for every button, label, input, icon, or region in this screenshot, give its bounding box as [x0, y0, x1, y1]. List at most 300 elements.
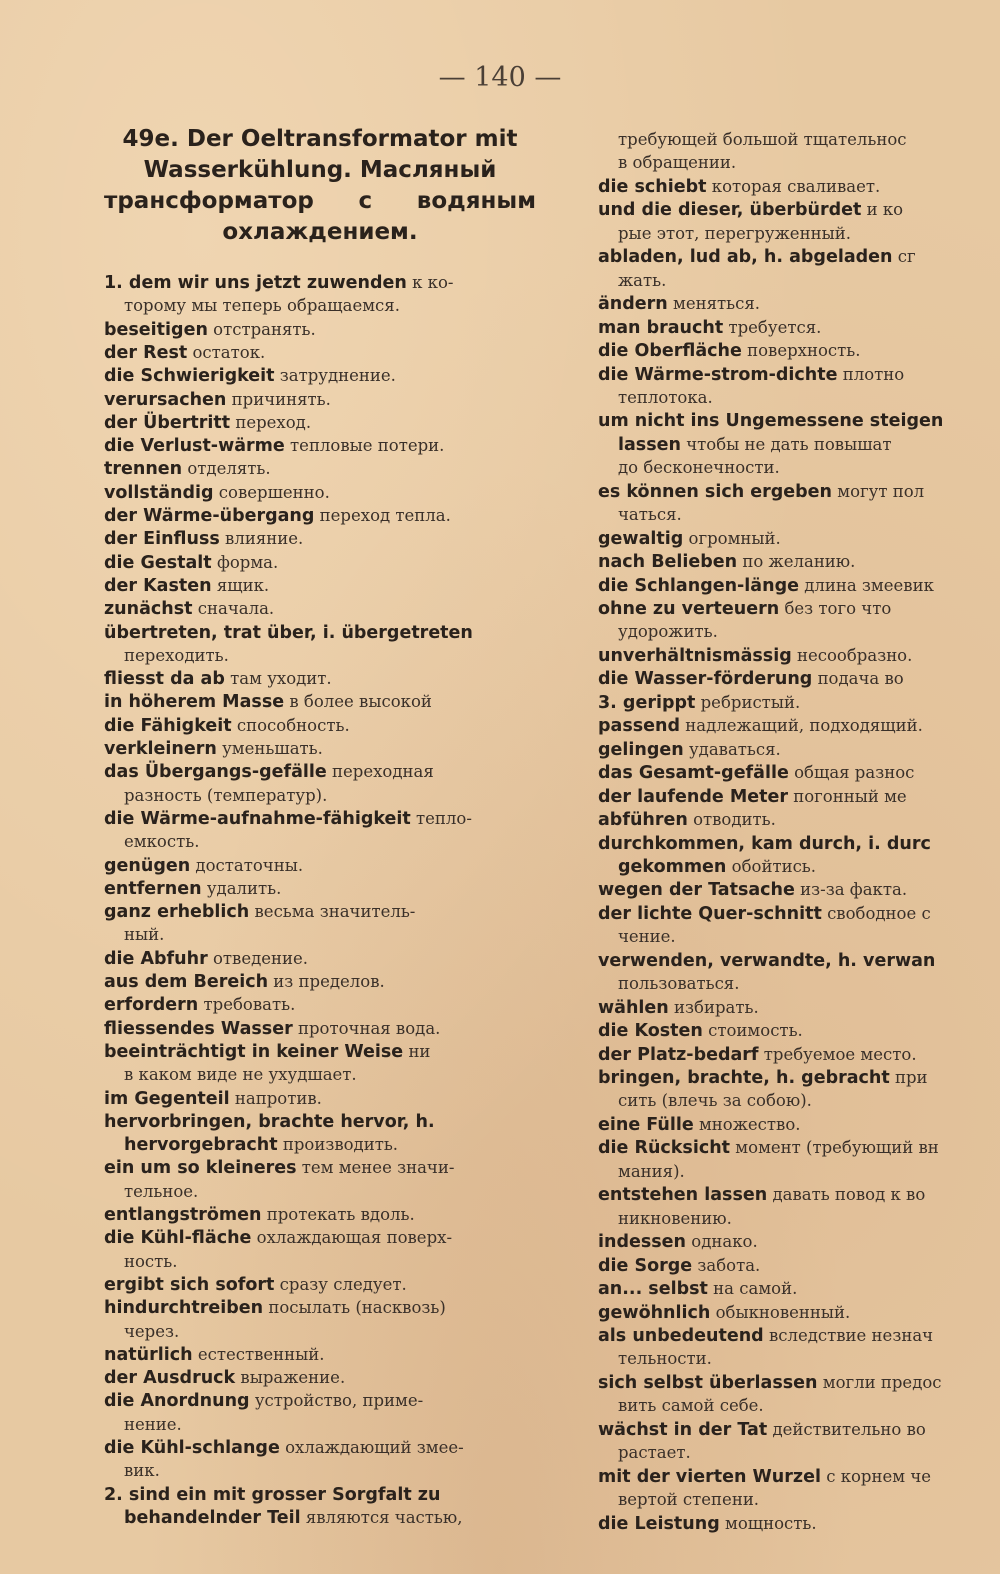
german-term: eine Fülle: [598, 1114, 694, 1135]
vocab-entry: [124, 784, 327, 808]
russian-translation: плотно: [842, 364, 905, 384]
vocab-entry: [618, 972, 739, 996]
russian-translation: форма.: [216, 552, 279, 572]
german-term: verwenden, verwandte, h. verwan: [598, 950, 936, 971]
russian-translation: удаваться.: [688, 739, 781, 759]
vocab-entry: [104, 318, 316, 342]
german-term: wegen der Tatsache: [598, 880, 795, 901]
russian-translation: момент (требующий вн: [735, 1138, 939, 1158]
german-term: beseitigen: [104, 319, 208, 340]
vocab-entry: [104, 574, 269, 598]
vocab-entry: [618, 620, 718, 644]
german-term: vollständig: [104, 482, 214, 503]
russian-translation: чение.: [618, 927, 676, 947]
german-term: der Ausdruck: [104, 1368, 236, 1389]
vocab-entry: [598, 878, 907, 902]
vocab-entry: [598, 1230, 758, 1254]
russian-translation: растает.: [618, 1443, 691, 1463]
russian-translation: удорожить.: [618, 622, 718, 642]
german-term: entfernen: [104, 878, 202, 899]
russian-translation: теплотока.: [618, 387, 713, 407]
german-term: natürlich: [104, 1344, 193, 1365]
vocab-entry: [104, 527, 303, 551]
vocab-entry: [618, 433, 892, 457]
vocab-entry: [598, 1043, 917, 1067]
russian-translation: в обращении.: [618, 153, 737, 173]
german-term: der Kasten: [104, 575, 212, 596]
vocab-entry: [598, 785, 907, 809]
russian-translation: обойтись.: [731, 856, 817, 876]
german-term: die Wärme-aufnahme-fähigkeit: [104, 808, 411, 829]
russian-translation: переход.: [235, 412, 312, 432]
german-term: die Schwierigkeit: [104, 366, 275, 387]
vocab-entry: [124, 1133, 398, 1157]
german-term: die Oberfläche: [598, 341, 742, 362]
russian-translation: охлаждающий змее-: [285, 1438, 464, 1457]
vocab-entry: [124, 1459, 160, 1483]
vocab-entry: [104, 1436, 464, 1460]
vocab-entry: [598, 832, 931, 856]
russian-translation: тельности.: [618, 1349, 712, 1369]
vocab-entry: [598, 339, 861, 363]
german-term: 3. gerippt: [598, 692, 696, 713]
german-term: als unbedeutend: [598, 1325, 764, 1346]
vocab-entry: [104, 1017, 440, 1041]
vocab-entry: [598, 1277, 797, 1301]
russian-translation: множество.: [698, 1114, 801, 1134]
russian-translation: ящик.: [216, 575, 270, 595]
german-term: der Platz-bedarf: [598, 1044, 759, 1065]
vocab-entry: [104, 434, 444, 458]
german-term: hervorgebracht: [124, 1135, 278, 1156]
russian-translation: с корнем че: [826, 1466, 932, 1486]
vocab-entry: [618, 1347, 712, 1371]
russian-translation: вик.: [124, 1461, 160, 1481]
german-term: zunächst: [104, 599, 193, 620]
german-term: erfordern: [104, 995, 199, 1016]
vocab-entry: [104, 993, 295, 1017]
german-term: die Kühl-schlange: [104, 1438, 280, 1458]
heading-line: трансформатор с водяным: [104, 188, 536, 214]
vocab-entry: [618, 269, 666, 293]
vocab-entry: [104, 1296, 446, 1320]
vocab-entry: [618, 855, 816, 879]
german-term: der Wärme-übergang: [104, 506, 315, 526]
russian-translation: при: [895, 1068, 928, 1087]
vocab-entry: [598, 597, 891, 621]
russian-translation: переходить.: [124, 645, 229, 665]
vocab-entry: [598, 996, 759, 1020]
german-term: aus dem Bereich: [104, 972, 269, 992]
vocab-entry: [598, 1371, 942, 1395]
russian-translation: охлаждающая поверх-: [256, 1228, 453, 1248]
vocab-entry: [104, 667, 332, 691]
vocab-entry: [104, 457, 271, 481]
russian-translation: из-за факта.: [800, 880, 908, 900]
vocab-entry: [124, 644, 229, 668]
german-term: die Leistung: [598, 1513, 720, 1534]
vocab-entry: [598, 644, 912, 668]
vocab-entry: [598, 808, 776, 832]
vocab-entry: [124, 1413, 182, 1437]
vocab-entry: [104, 690, 432, 714]
vocab-entry: [104, 1366, 345, 1390]
russian-translation: которая сваливает.: [711, 176, 881, 196]
russian-translation: способность.: [236, 715, 350, 735]
german-term: gelingen: [598, 739, 684, 760]
russian-translation: отделять.: [187, 459, 271, 479]
vocab-entry: [618, 222, 851, 246]
vocab-entry: [598, 1465, 931, 1489]
russian-translation: избирать.: [674, 997, 759, 1017]
german-term: um nicht ins Ungemessene steigen: [598, 411, 944, 432]
right-column: [598, 0, 1000, 1574]
russian-translation: ный.: [124, 925, 165, 945]
vocab-entry: [598, 1254, 760, 1278]
russian-translation: к ко-: [412, 273, 454, 292]
vocab-entry: [598, 761, 914, 785]
vocab-entry: [618, 1488, 759, 1512]
german-term: das Übergangs-gefälle: [104, 762, 327, 783]
russian-translation: ни: [408, 1041, 431, 1061]
vocab-entry: [598, 198, 903, 222]
german-term: im Gegenteil: [104, 1088, 230, 1109]
vocab-entry: [598, 1019, 803, 1043]
vocab-entry: [598, 1301, 850, 1325]
german-term: die Wasser-förderung: [598, 669, 813, 690]
russian-translation: требуемое место.: [763, 1044, 917, 1064]
russian-translation: огромный.: [688, 528, 781, 548]
german-term: und die dieser, überbürdet: [598, 200, 862, 221]
heading-line: охлаждением.: [222, 219, 418, 245]
vocab-entry: [104, 1483, 440, 1507]
russian-translation: производить.: [282, 1135, 399, 1155]
vocab-entry: [124, 830, 199, 854]
russian-translation: из пределов.: [273, 972, 385, 991]
russian-translation: поверхность.: [747, 341, 861, 361]
russian-translation: надлежащий, подходящий.: [685, 716, 923, 736]
german-term: es können sich ergeben: [598, 481, 832, 502]
vocab-entry: [618, 503, 682, 527]
russian-translation: остаток.: [192, 342, 266, 362]
russian-translation: вертой степени.: [618, 1490, 760, 1510]
german-term: bringen, brachte, h. gebracht: [598, 1068, 890, 1088]
german-term: ändern: [598, 294, 668, 315]
russian-translation: нение.: [124, 1414, 182, 1434]
german-term: passend: [598, 716, 681, 737]
vocab-entry: [618, 1441, 691, 1465]
vocab-entry: [104, 970, 385, 994]
vocab-entry: [104, 1343, 325, 1367]
german-term: in höherem Masse: [104, 692, 285, 713]
vocab-entry: [598, 292, 760, 316]
russian-translation: естественный.: [197, 1344, 325, 1364]
vocab-entry: [598, 714, 923, 738]
vocab-entry: [598, 1113, 801, 1137]
german-term: die Schlangen-länge: [598, 575, 799, 596]
vocab-entry: [104, 737, 323, 761]
german-term: entstehen lassen: [598, 1185, 768, 1206]
german-term: wählen: [598, 997, 669, 1018]
vocab-entry: [104, 411, 311, 435]
german-term: die Kosten: [598, 1021, 703, 1042]
german-term: die Anordnung: [104, 1391, 250, 1412]
vocab-entry: [104, 597, 274, 621]
russian-translation: подача во: [817, 669, 904, 689]
german-term: der Übertritt: [104, 412, 231, 433]
russian-translation: вить самой себе.: [618, 1396, 764, 1416]
vocab-entry: [104, 341, 265, 365]
russian-translation: сразу следует.: [279, 1274, 407, 1294]
vocab-entry: [104, 364, 396, 388]
russian-translation: разность (температур).: [124, 785, 328, 805]
russian-translation: ность.: [124, 1251, 178, 1271]
vocab-entry: [618, 1394, 764, 1418]
german-term: genügen: [104, 855, 191, 876]
german-term: gewöhnlich: [598, 1302, 711, 1323]
vocab-entry: [598, 550, 855, 574]
russian-translation: давать повод к во: [772, 1185, 926, 1205]
russian-translation: проточная вода.: [297, 1018, 441, 1038]
vocab-entry: [104, 1203, 415, 1227]
russian-translation: могли предос: [822, 1372, 942, 1392]
vocab-entry: [598, 175, 880, 199]
russian-translation: влияние.: [225, 529, 304, 549]
german-term: die Gestalt: [104, 552, 212, 573]
russian-translation: стоимость.: [708, 1021, 803, 1041]
russian-translation: рые этот, перегруженный.: [618, 223, 851, 243]
russian-translation: сначала.: [197, 599, 275, 619]
vocab-entry: [104, 807, 472, 831]
german-term: durchkommen, kam durch, i. durc: [598, 833, 931, 854]
vocab-entry: [598, 738, 781, 762]
vocab-entry: [104, 388, 331, 412]
vocab-entry: [598, 527, 781, 551]
russian-translation: причинять.: [231, 389, 331, 409]
german-term: der Rest: [104, 342, 188, 363]
vocab-entry: [598, 480, 924, 504]
russian-translation: требовать.: [203, 995, 296, 1015]
german-term: man braucht: [598, 317, 724, 338]
german-term: die Fähigkeit: [104, 715, 232, 736]
russian-translation: жать.: [618, 270, 667, 290]
russian-translation: торому мы теперь обращаемся.: [124, 296, 400, 316]
german-term: übertreten, trat über, i. übergetreten: [104, 622, 473, 643]
russian-translation: вследствие незнач: [768, 1325, 934, 1345]
vocab-entry: [104, 1087, 322, 1111]
vocab-entry: [124, 923, 164, 947]
russian-translation: меняться.: [673, 294, 761, 314]
german-term: die Verlust-wärme: [104, 436, 285, 457]
russian-translation: отстранять.: [213, 319, 316, 339]
vocab-entry: [104, 877, 281, 901]
german-term: wächst in der Tat: [598, 1419, 768, 1440]
german-term: das Gesamt-gefälle: [598, 763, 789, 784]
russian-translation: никновению.: [618, 1208, 732, 1228]
russian-translation: до бесконечности.: [618, 458, 780, 478]
russian-translation: сить (влечь за собою).: [618, 1091, 812, 1111]
vocab-entry: [618, 456, 780, 480]
vocab-entry: [598, 1512, 817, 1536]
russian-translation: тепло-: [416, 808, 472, 828]
german-term: abladen, lud ab, h. abgeladen: [598, 247, 893, 268]
russian-translation: действительно во: [772, 1419, 926, 1439]
vocab-entry: [104, 714, 350, 738]
vocab-entry: [104, 551, 278, 575]
russian-translation: достаточны.: [195, 855, 304, 875]
vocab-entry: [598, 1418, 926, 1442]
russian-translation: протекать вдоль.: [266, 1205, 415, 1224]
german-term: gewaltig: [598, 528, 684, 549]
german-term: mit der vierten Wurzel: [598, 1466, 821, 1487]
vocab-entry: [104, 621, 473, 645]
german-term: der laufende Meter: [598, 786, 788, 807]
german-term: behandelnder Teil: [124, 1507, 301, 1528]
russian-translation: чтобы не дать повышат: [686, 434, 892, 454]
vocab-entry: [598, 574, 934, 598]
russian-translation: уменьшать.: [222, 739, 323, 758]
russian-translation: погонный ме: [793, 786, 907, 806]
russian-translation: удалить.: [206, 878, 282, 898]
vocab-entry: [598, 1183, 925, 1207]
russian-translation: тельное.: [124, 1181, 199, 1201]
russian-translation: весьма значитель-: [254, 902, 416, 922]
german-term: die Rücksicht: [598, 1138, 731, 1159]
vocab-entry: [598, 1324, 933, 1348]
heading-line: 49e. Der Oeltransformator mit: [122, 126, 518, 152]
german-term: die Wärme-strom-dichte: [598, 364, 838, 385]
german-term: der Einfluss: [104, 529, 220, 550]
german-term: lassen: [618, 434, 681, 455]
vocab-entry: [618, 1160, 685, 1184]
vocab-entry: [618, 1089, 812, 1113]
vocab-entry: [104, 1389, 423, 1413]
german-term: verursachen: [104, 389, 227, 410]
vocab-entry: [618, 128, 907, 152]
vocab-entry: [104, 504, 451, 528]
german-term: die schiebt: [598, 176, 707, 197]
german-term: 1. dem wir uns jetzt zuwenden: [104, 273, 407, 293]
russian-translation: длина змеевик: [804, 575, 934, 595]
russian-translation: напротив.: [234, 1088, 322, 1108]
vocab-entry: [104, 1273, 407, 1297]
vocab-entry: [598, 245, 916, 269]
russian-translation: выражение.: [240, 1368, 346, 1388]
russian-translation: мания).: [618, 1161, 685, 1181]
russian-translation: переходная: [332, 762, 434, 782]
vocab-entry: [598, 667, 904, 691]
russian-translation: переход тепла.: [319, 506, 451, 525]
russian-translation: отводить.: [693, 810, 776, 830]
german-term: fliesst da ab: [104, 669, 225, 690]
page-number: — 140 —: [438, 62, 562, 93]
german-term: unverhältnismässig: [598, 645, 792, 666]
russian-translation: чаться.: [618, 505, 682, 525]
german-term: ohne zu verteuern: [598, 599, 780, 619]
vocab-entry: [124, 1320, 179, 1344]
russian-translation: мощность.: [724, 1513, 817, 1533]
german-term: die Abfuhr: [104, 948, 208, 969]
russian-translation: затруднение.: [279, 366, 396, 386]
russian-translation: по желанию.: [742, 552, 856, 572]
german-term: indessen: [598, 1232, 687, 1253]
russian-translation: в более высокой: [289, 692, 432, 712]
russian-translation: несообразно.: [796, 645, 913, 665]
german-term: an... selbst: [598, 1279, 708, 1300]
russian-translation: обыкновенный.: [715, 1302, 851, 1322]
german-term: die Kühl-fläche: [104, 1228, 252, 1249]
german-term: entlangströmen: [104, 1205, 262, 1225]
vocab-entry: [618, 925, 676, 949]
russian-translation: совершенно.: [218, 482, 330, 502]
vocab-entry: [618, 1207, 732, 1231]
vocab-entry: [598, 1136, 939, 1160]
vocab-entry: [104, 1226, 452, 1250]
russian-translation: устройство, приме-: [254, 1391, 424, 1411]
vocab-entry: [598, 316, 821, 340]
german-term: hervorbringen, brachte hervor, h.: [104, 1111, 435, 1132]
vocab-entry: [104, 854, 303, 878]
vocab-entry: [124, 1250, 178, 1274]
vocab-entry: [598, 902, 931, 926]
vocab-entry: [104, 1156, 454, 1180]
german-term: nach Belieben: [598, 552, 738, 573]
vocab-entry: [104, 760, 434, 784]
russian-translation: сг: [897, 247, 916, 267]
section-heading: [104, 124, 536, 248]
vocab-entry: [104, 1040, 430, 1064]
russian-translation: через.: [124, 1321, 180, 1341]
russian-translation: требующей большой тщательнос: [618, 130, 907, 149]
russian-translation: тем менее значи-: [301, 1158, 455, 1178]
german-term: 2. sind ein mit grosser Sorgfalt zu: [104, 1484, 441, 1505]
german-term: ein um so kleineres: [104, 1158, 297, 1179]
russian-translation: посылать (насквозь): [268, 1298, 446, 1318]
vocab-entry: [598, 949, 935, 973]
russian-translation: в каком виде не ухудшает.: [124, 1065, 357, 1085]
russian-translation: отведение.: [212, 948, 309, 968]
russian-translation: забота.: [697, 1255, 761, 1275]
vocab-entry: [124, 1180, 198, 1204]
russian-translation: пользоваться.: [618, 974, 740, 994]
vocab-entry: [104, 271, 453, 295]
russian-translation: там уходит.: [230, 669, 332, 689]
german-term: beeinträchtigt in keiner Weise: [104, 1041, 404, 1062]
vocab-entry: [618, 386, 713, 410]
russian-translation: свободное с: [827, 903, 931, 923]
russian-translation: и ко: [866, 200, 904, 220]
russian-translation: на самой.: [713, 1279, 798, 1299]
vocab-entry: [104, 947, 308, 971]
russian-translation: емкость.: [124, 832, 200, 852]
russian-translation: ребристый.: [700, 692, 801, 712]
russian-translation: однако.: [691, 1232, 758, 1252]
vocab-entry: [598, 1066, 928, 1090]
german-term: fliessendes Wasser: [104, 1018, 293, 1039]
vocab-entry: [598, 691, 800, 715]
german-term: die Sorge: [598, 1255, 693, 1276]
german-term: ergibt sich sofort: [104, 1274, 275, 1295]
vocab-entry: [598, 409, 943, 433]
german-term: gekommen: [618, 856, 727, 877]
russian-translation: общая разнос: [794, 763, 915, 783]
russian-translation: являются частью,: [305, 1507, 463, 1527]
vocab-entry: [104, 1110, 435, 1134]
german-term: abführen: [598, 810, 688, 831]
german-term: der lichte Quer-schnitt: [598, 903, 822, 924]
russian-translation: тепловые потери.: [290, 436, 445, 456]
german-term: verkleinern: [104, 739, 217, 759]
